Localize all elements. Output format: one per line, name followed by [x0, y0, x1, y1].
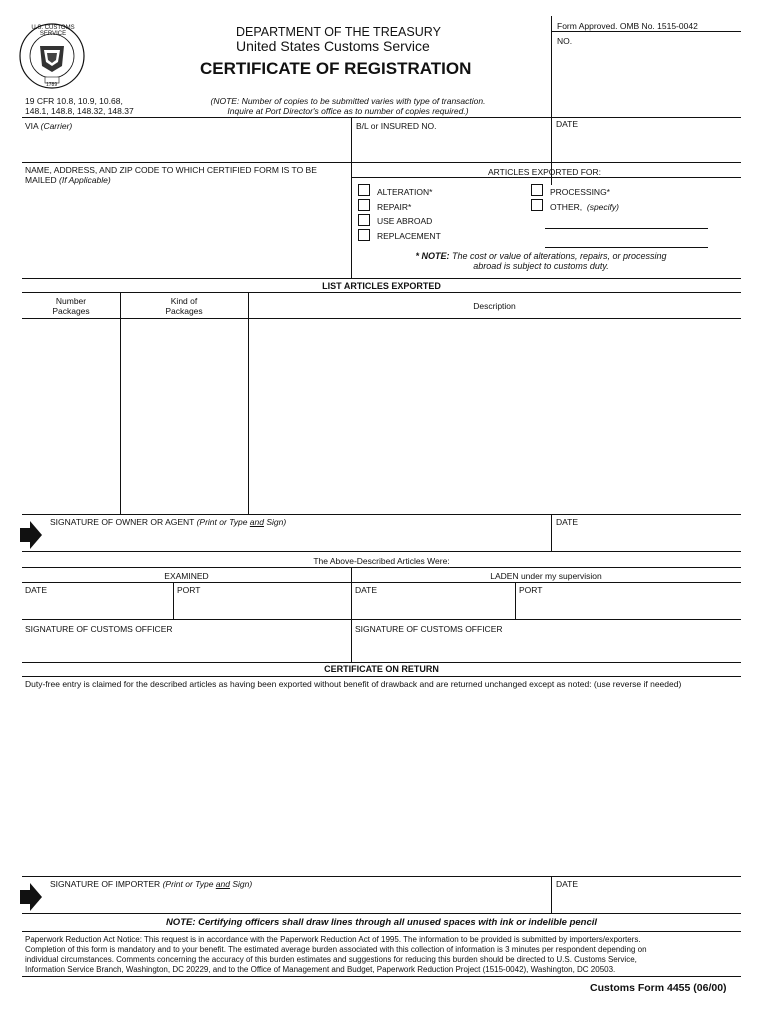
owner-signature-field[interactable] [44, 514, 551, 551]
seal-text: U.S. CUSTOMS SERVICE [31, 25, 75, 37]
importer-signature-date-label: DATE [556, 879, 579, 889]
laden-port-field[interactable] [515, 582, 741, 619]
importer-signature-date-field[interactable] [551, 876, 741, 913]
number-packages-header: Number Packages [52, 296, 90, 316]
importer-signature-label: SIGNATURE OF IMPORTER (Print or Type and Sign) [50, 879, 253, 889]
use-abroad-label: USE ABROAD [377, 216, 433, 226]
replacement-label: REPLACEMENT [377, 231, 441, 241]
repair-label: REPAIR* [377, 202, 412, 212]
laden-heading: LADEN under my supervision [490, 571, 602, 581]
laden-officer-signature-field[interactable] [351, 619, 741, 662]
date-label: DATE [556, 119, 579, 129]
processing-label: PROCESSING* [550, 187, 610, 197]
description-column[interactable] [248, 318, 741, 514]
articles-exported-for-heading: ARTICLES EXPORTED FOR: [488, 167, 602, 177]
certificate-number-label: NO. [557, 36, 573, 46]
duty-note: * NOTE: The cost or value of alterations, repairs, or processing abroad is subject to customs duty. [415, 251, 667, 271]
via-carrier-field[interactable] [22, 117, 351, 162]
form-title: CERTIFICATE OF REGISTRATION [200, 59, 472, 78]
seal-year: 1789 [46, 82, 58, 88]
replacement-checkbox[interactable] [358, 229, 370, 241]
importer-signature-field[interactable] [44, 876, 551, 913]
examined-officer-signature-field[interactable] [22, 619, 351, 662]
bl-insured-field[interactable] [351, 117, 551, 162]
examined-port-label: PORT [177, 585, 201, 595]
mailing-address-field[interactable] [22, 186, 351, 278]
alteration-checkbox[interactable] [358, 184, 370, 196]
owner-signature-label: SIGNATURE OF OWNER OR AGENT (Print or Type and Sign) [50, 517, 287, 527]
processing-checkbox[interactable] [531, 184, 543, 196]
other-specify-line-1[interactable] [545, 228, 708, 229]
mailing-address-label: NAME, ADDRESS, AND ZIP CODE TO WHICH CERTIFIED FORM IS TO BE MAILED (If Applicable) [25, 165, 317, 185]
laden-date-label: DATE [355, 585, 378, 595]
owner-signature-date-label: DATE [556, 517, 579, 527]
other-specify-line-2[interactable] [545, 247, 708, 248]
certificate-on-return-heading: CERTIFICATE ON RETURN [324, 664, 439, 674]
examined-date-label: DATE [25, 585, 48, 595]
copies-note: (NOTE: Number of copies to be submitted varies with type of transaction. Inquire at Port Director's office as to number of copies required.) [210, 96, 486, 116]
number-packages-column[interactable] [22, 318, 120, 514]
use-abroad-checkbox[interactable] [358, 214, 370, 226]
other-checkbox[interactable] [531, 199, 543, 211]
omb-approval: Form Approved. OMB No. 1515-0042 [557, 21, 698, 31]
kind-packages-column[interactable] [120, 318, 248, 514]
examined-heading: EXAMINED [164, 571, 209, 581]
certifying-officers-note: NOTE: Certifying officers shall draw lines through all unused spaces with ink or indelible pencil [165, 917, 598, 928]
paperwork-reduction-notice: Paperwork Reduction Act Notice: This request is in accordance with the Paperwork Reduction Act of 1995. The information to be provided is submitted by importers/exporters. Completion of this form is mandatory and to your benefit. The estimated average burden associated with this collection of information is 3 minutes per respondent depending on individual circumstances. Comments concerning the accuracy of this burden estimates and suggestions for reducing this burden should be directed to U.S. Customs Service, Information Service Branch, Washington, DC 20229, and to the Office of Management and Budget, Paperwork Reduction Project (1515-0042), Washington, DC 20503. [25, 935, 647, 974]
laden-date-field[interactable] [351, 582, 515, 619]
examined-date-field[interactable] [22, 582, 173, 619]
arrow-icon [20, 882, 42, 912]
above-described-heading: The Above-Described Articles Were: [313, 556, 450, 566]
list-articles-heading: LIST ARTICLES EXPORTED [322, 281, 441, 291]
other-label: OTHER, (specify) [550, 202, 619, 212]
form-number: Customs Form 4455 (06/00) [590, 982, 727, 994]
certificate-on-return-text: Duty-free entry is claimed for the described articles as having been exported without benefit of drawback and are returned unchanged except as noted: (use reverse if needed) [25, 679, 682, 689]
kind-packages-header: Kind of Packages [165, 296, 203, 316]
via-carrier-label: VIA (Carrier) [25, 121, 73, 131]
examined-officer-signature-label: SIGNATURE OF CUSTOMS OFFICER [25, 624, 173, 634]
date-field[interactable] [551, 117, 741, 162]
owner-signature-date-field[interactable] [551, 514, 741, 551]
certificate-on-return-field[interactable] [22, 692, 741, 876]
repair-checkbox[interactable] [358, 199, 370, 211]
examined-port-field[interactable] [173, 582, 351, 619]
department-name: DEPARTMENT OF THE TREASURY [236, 25, 441, 39]
bl-insured-label: B/L or INSURED NO. [356, 121, 437, 131]
service-name: United States Customs Service [236, 38, 430, 54]
laden-officer-signature-label: SIGNATURE OF CUSTOMS OFFICER [355, 624, 503, 634]
arrow-icon [20, 520, 42, 550]
description-header: Description [473, 301, 516, 311]
cfr-reference: 19 CFR 10.8, 10.9, 10.68, 148.1, 148.8, 148.32, 148.37 [25, 96, 134, 116]
certificate-number-field[interactable] [551, 31, 741, 114]
alteration-label: ALTERATION* [377, 187, 433, 197]
laden-port-label: PORT [519, 585, 543, 595]
